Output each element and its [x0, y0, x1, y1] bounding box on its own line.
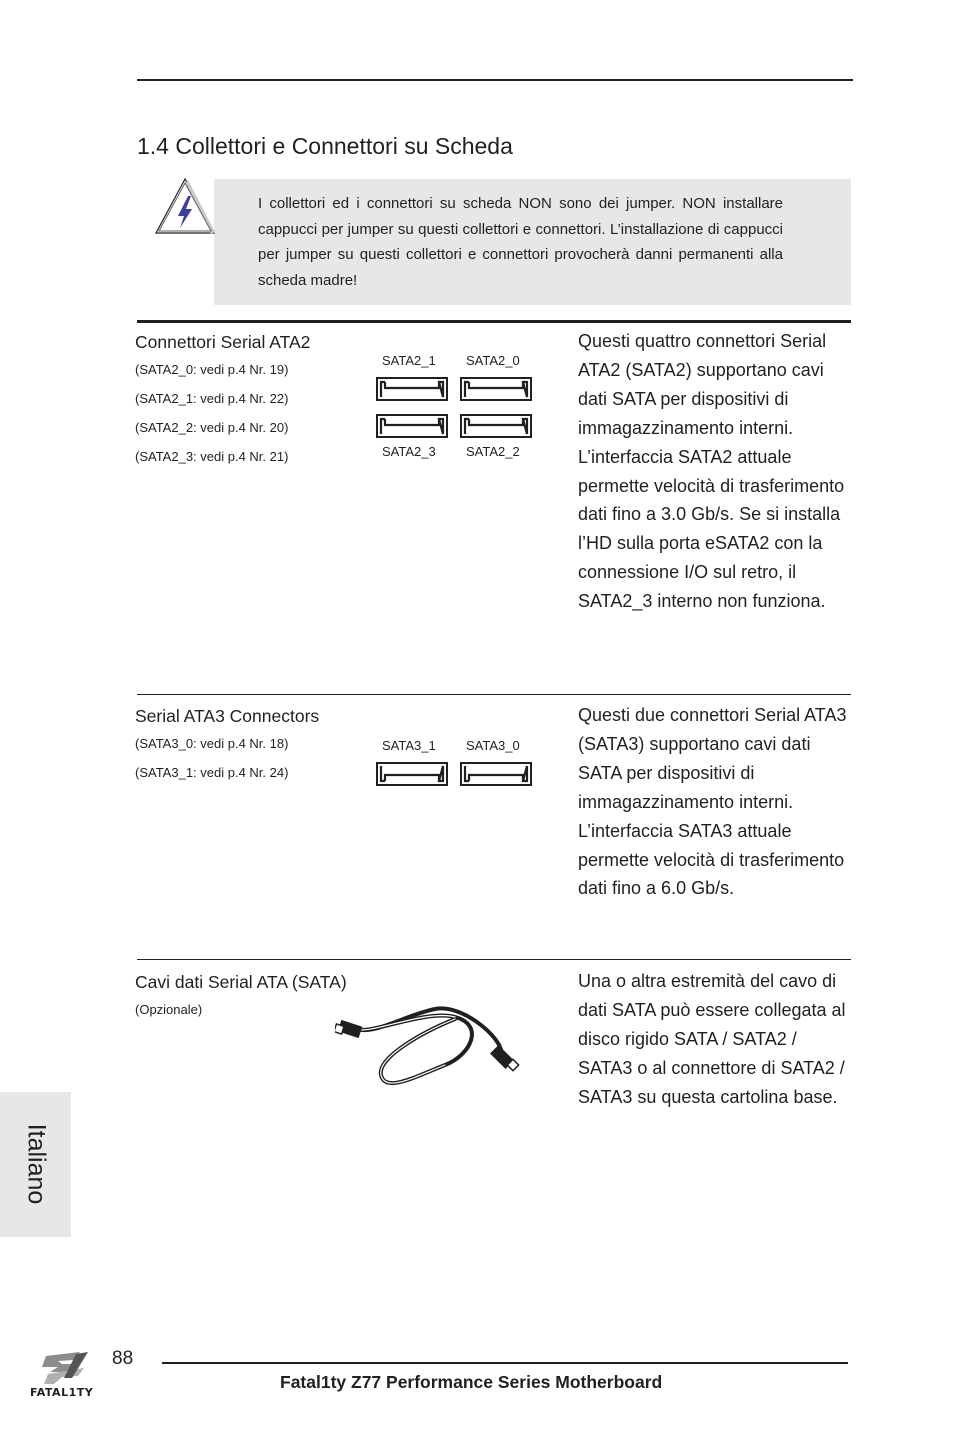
page-number: 88: [112, 1348, 134, 1369]
sata2-0-connector: [460, 377, 532, 401]
warning-icon: [154, 176, 216, 236]
row-divider-1: [137, 694, 851, 695]
sata2-ref-2: (SATA2_2: vedi p.4 Nr. 20): [135, 420, 289, 435]
table-top-rule: [137, 320, 851, 323]
sata2-title: Connettori Serial ATA2: [135, 332, 311, 352]
warning-note-box: [214, 179, 851, 305]
footer-title: Fatal1ty Z77 Performance Series Motherboard: [280, 1372, 663, 1392]
sata-cable-image: [335, 1005, 525, 1093]
sata3-0-connector: [460, 762, 532, 786]
sata2-description: Questi quattro connettori Serial ATA2 (SATA2) supportano cavi dati SATA per dispositivi di immagazzinamento interni. L’interfaccia SATA2 attuale permette velocità di trasferimento dati fino a 3.0 Gb/s. Se si installa l’HD sulla porta eSATA2 con la connessione I/O sul retro, il SATA2_3 interno non funziona.: [578, 331, 845, 612]
sata3-ref-0: (SATA3_0: vedi p.4 Nr. 18): [135, 736, 289, 751]
sata2-ref-1: (SATA2_1: vedi p.4 Nr. 22): [135, 391, 289, 406]
cable-ref: (Opzionale): [135, 1002, 203, 1017]
cable-description: Una o altra estremità del cavo di dati SATA può essere collegata al disco rigido SATA / SATA2 / SATA3 o al connettore di SATA2 / SATA3 su questa cartolina base.: [578, 971, 846, 1107]
sata2-label-sata2-3: SATA2_3: [382, 444, 436, 459]
sata3-label-sata3-0: SATA3_0: [466, 738, 520, 753]
sata2-ref-0: (SATA2_0: vedi p.4 Nr. 19): [135, 362, 289, 377]
cable-title: Cavi dati Serial ATA (SATA): [135, 972, 347, 992]
sata2-label-sata2-0: SATA2_0: [466, 353, 520, 368]
sata2-2-connector: [460, 414, 532, 438]
sata2-label-sata2-2: SATA2_2: [466, 444, 520, 459]
sata3-label-sata3-1: SATA3_1: [382, 738, 436, 753]
sata3-title: Serial ATA3 Connectors: [135, 706, 320, 726]
warning-note-text: I collettori ed i connettori su scheda NON sono dei jumper. NON installare cappucci per jumper su questi collettori e connettori. L’installazione di cappucci per jumper su questi collettori e connettori provocherà danni permanenti alla scheda madre!: [258, 195, 783, 289]
footer-rule: [162, 1362, 848, 1364]
sata2-label-sata2-1: SATA2_1: [382, 353, 436, 368]
fatal1ty-logo: [28, 1350, 106, 1404]
row-divider-2: [137, 959, 851, 960]
sata3-1-connector: [376, 762, 448, 786]
language-side-tab-label: Italiano: [22, 1123, 51, 1205]
section-title: 1.4 Collettori e Connettori su Scheda: [137, 133, 513, 159]
sata3-description: Questi due connettori Serial ATA3 (SATA3) supportano cavi dati SATA per dispositivi di immagazzinamento interni. L’interfaccia SATA3 attuale permette velocità di trasferimento dati fino a 6.0 Gb/s.: [578, 705, 847, 899]
sata2-3-connector: [376, 414, 448, 438]
language-side-tab: [0, 1092, 71, 1237]
sata2-ref-3: (SATA2_3: vedi p.4 Nr. 21): [135, 449, 289, 464]
header-rule: [137, 79, 853, 81]
sata2-1-connector: [376, 377, 448, 401]
fatal1ty-logo-text: FATAL1TY: [30, 1386, 94, 1399]
sata3-ref-1: (SATA3_1: vedi p.4 Nr. 24): [135, 765, 289, 780]
